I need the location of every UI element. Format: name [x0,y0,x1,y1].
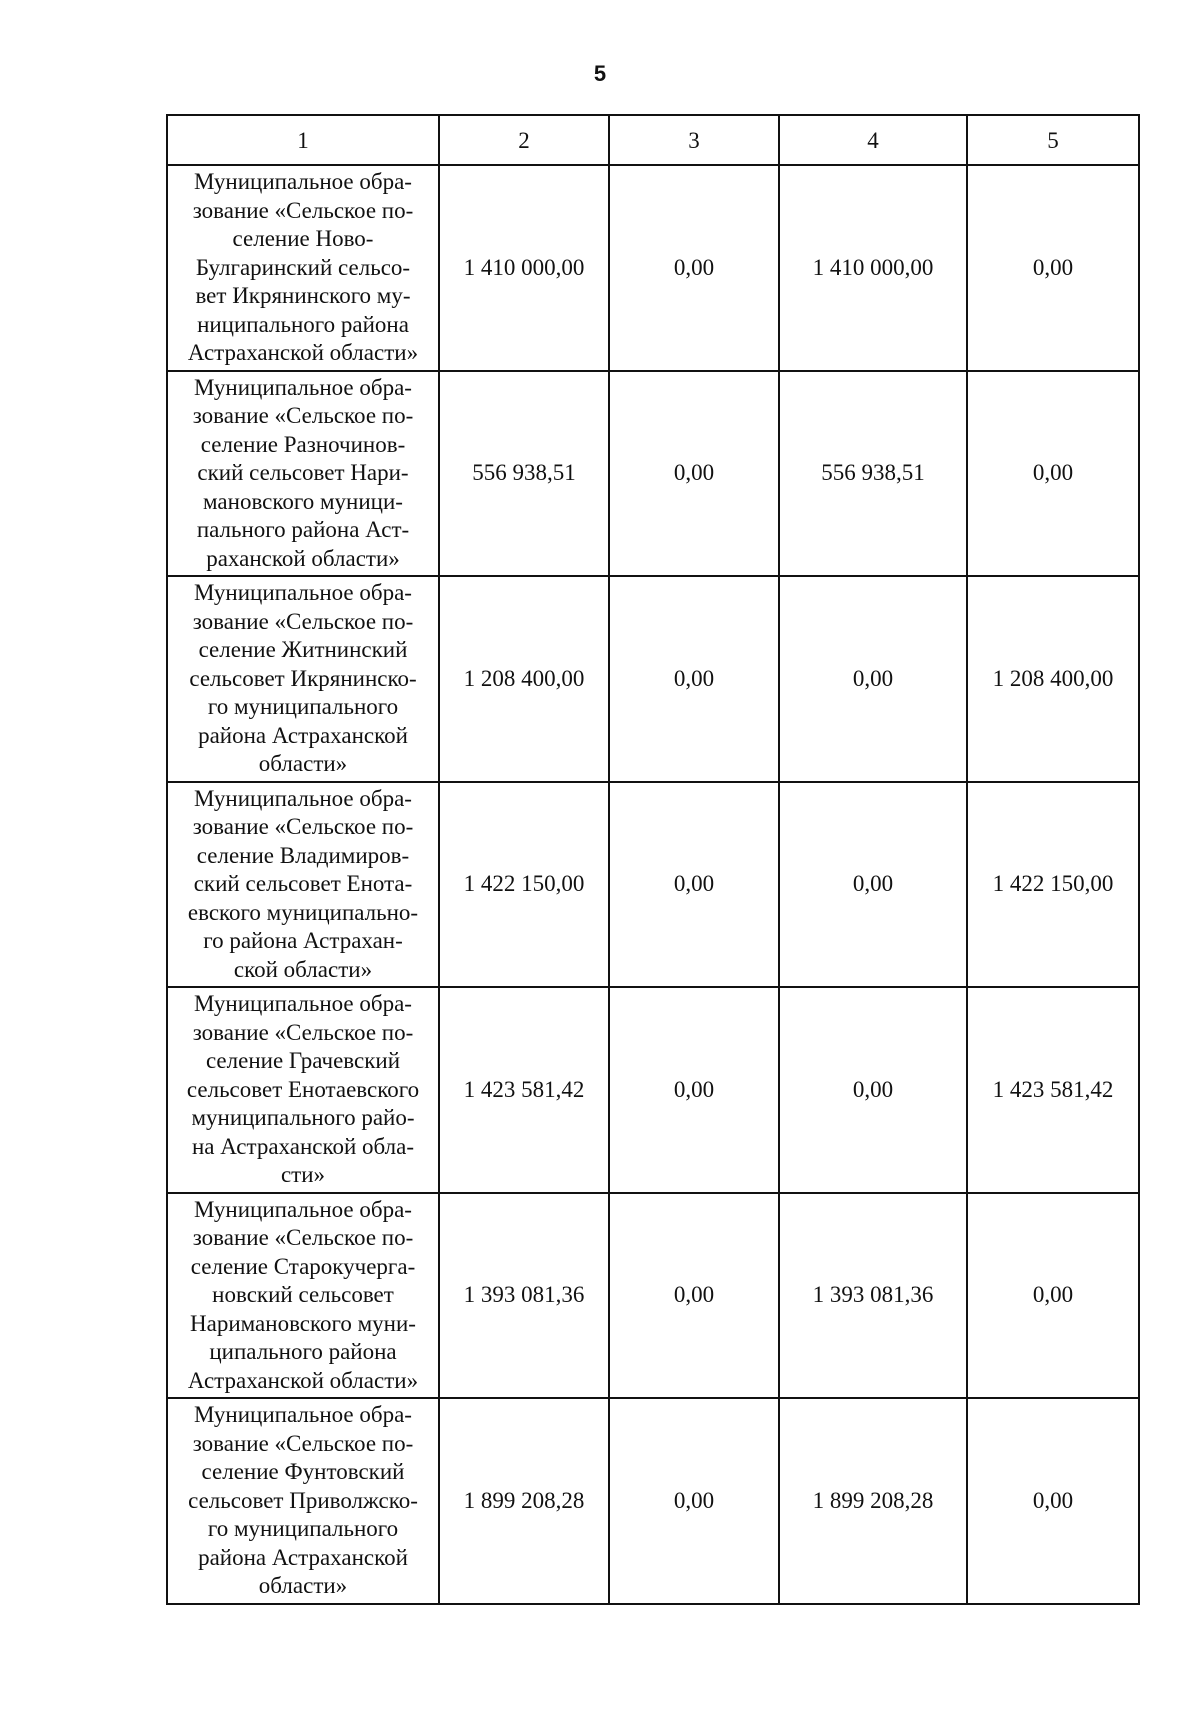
name-line: сти» [280,1162,326,1187]
column-header-3: 3 [609,115,779,165]
table-row [167,987,1139,1193]
name-line: новский сельсовет [212,1282,394,1307]
name-line: Муниципальное обра- [194,374,412,400]
name-line: ципального района [209,1339,397,1364]
table-header-row [167,115,1139,165]
name-line: сельсовет Икрянинско- [189,665,417,691]
page-number: 5 [593,61,607,86]
column-header-5: 5 [967,115,1139,165]
name-line: селение Фунтовский [201,1459,405,1484]
name-line: ниципального района [197,311,409,337]
name-line: сельсовет Енотаевского [186,1076,420,1102]
name-line: го муниципального [207,1516,399,1541]
value-col-2: 1 899 208,28 [439,1398,609,1604]
value-col-3: 0,00 [609,1398,779,1604]
value-col-3: 0,00 [609,1193,779,1399]
name-line: муниципального райо- [191,1105,415,1130]
name-line: области» [258,1573,348,1598]
name-line: зование «Сельское по- [192,608,414,634]
name-line: зование «Сельское по- [192,197,414,223]
name-line: ской области» [233,956,373,982]
value-col-4: 0,00 [779,576,967,782]
column-header-2: 2 [439,115,609,165]
value-col-2: 556 938,51 [439,371,609,577]
name-line: евского муниципально- [187,899,419,925]
name-line: зование «Сельское по- [192,1430,414,1456]
name-line: зование «Сельское по- [192,403,414,428]
table-row [167,576,1139,782]
value-col-5: 0,00 [967,1193,1139,1399]
table-row [167,1398,1139,1604]
municipality-name [167,576,439,782]
name-line: Астраханской области» [187,1367,419,1393]
name-line: зование «Сельское по- [192,1225,414,1250]
name-line: района Астраханской [198,722,408,748]
name-line: зование «Сельское по- [192,814,414,839]
municipality-name [167,1193,439,1399]
table-row [167,165,1139,371]
name-line: Муниципальное обра- [194,169,412,194]
municipality-name [167,782,439,988]
column-header-1: 1 [167,115,439,165]
value-col-4: 0,00 [779,782,967,988]
value-col-5: 1 208 400,00 [967,576,1139,782]
name-line: ский сельсовет Нари- [197,460,409,485]
name-line: района Астраханской [198,1544,408,1570]
value-col-4: 556 938,51 [779,371,967,577]
name-line: селение Владимиров- [196,842,410,868]
name-line: Астраханской области» [187,340,419,365]
table-row [167,1193,1139,1399]
value-col-4: 1 393 081,36 [779,1193,967,1399]
name-line: ский сельсовет Енота- [193,871,413,896]
value-col-5: 1 423 581,42 [967,987,1139,1193]
value-col-4: 1 899 208,28 [779,1398,967,1604]
municipality-name [167,1398,439,1604]
name-line: селение Разночинов- [200,431,406,457]
name-line: сельсовет Приволжско- [188,1487,418,1513]
value-col-3: 0,00 [609,782,779,988]
name-line: селение Ново- [232,226,374,251]
value-col-5: 0,00 [967,165,1139,371]
column-header-4: 4 [779,115,967,165]
name-line: Муниципальное обра- [194,580,412,605]
value-col-4: 0,00 [779,987,967,1193]
name-line: зование «Сельское по- [192,1019,414,1045]
name-line: селение Старокучерга- [190,1253,416,1279]
name-line: раханской области» [206,545,400,571]
value-col-2: 1 410 000,00 [439,165,609,371]
municipality-name [167,165,439,371]
value-col-2: 1 208 400,00 [439,576,609,782]
value-col-5: 0,00 [967,371,1139,577]
name-line: мановского муници- [203,488,403,514]
name-line: Муниципальное обра- [194,785,412,811]
value-col-2: 1 423 581,42 [439,987,609,1193]
value-col-3: 0,00 [609,371,779,577]
value-col-2: 1 393 081,36 [439,1193,609,1399]
name-line: области» [258,751,348,776]
name-line: селение Житнинский [198,637,408,662]
name-line: Булгаринский сельсо- [195,254,411,280]
name-line: на Астраханской обла- [191,1133,414,1159]
name-line: Муниципальное обра- [194,1196,412,1222]
municipality-name [167,371,439,577]
value-col-3: 0,00 [609,165,779,371]
value-col-2: 1 422 150,00 [439,782,609,988]
allocation-table [166,114,1140,1605]
value-col-5: 0,00 [967,1398,1139,1604]
name-line: пального района Аст- [196,517,410,542]
table-row [167,371,1139,577]
name-line: го муниципального [207,694,399,719]
value-col-3: 0,00 [609,987,779,1193]
name-line: селение Грачевский [205,1048,401,1073]
value-col-4: 1 410 000,00 [779,165,967,371]
name-line: Наримановского муни- [190,1310,416,1336]
table-row [167,782,1139,988]
name-line: вет Икрянинского му- [195,283,411,308]
value-col-3: 0,00 [609,576,779,782]
value-col-5: 1 422 150,00 [967,782,1139,988]
name-line: Муниципальное обра- [194,1402,412,1427]
municipality-name [167,987,439,1193]
name-line: го района Астрахан- [203,928,403,953]
name-line: Муниципальное обра- [194,991,412,1016]
